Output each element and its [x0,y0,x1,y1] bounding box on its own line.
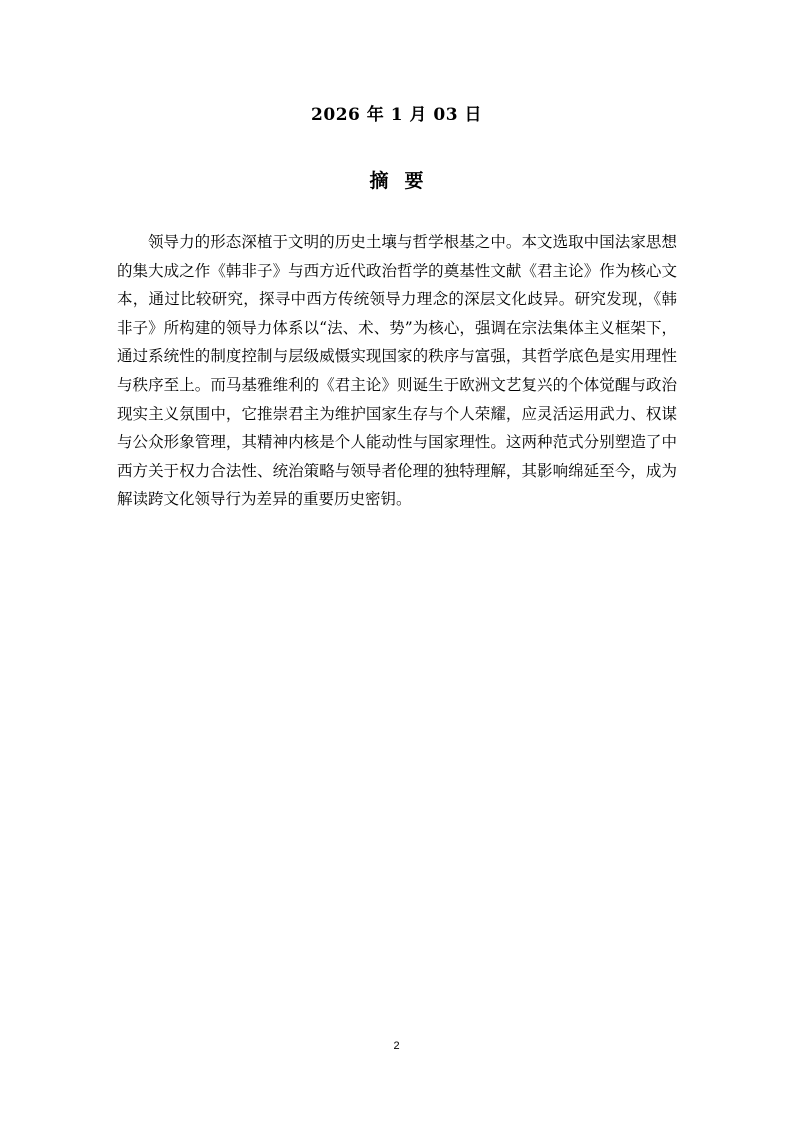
document-date: 2026 年 1 月 03 日 [311,105,482,125]
page-number: 2 [393,1040,400,1052]
abstract-paragraph: 领导力的形态深植于文明的历史土壤与哲学根基之中。本文选取中国法家思想的集大成之作《韩非子》与西方近代政治哲学的奠基性文献《君主论》作为核心文本，通过比较研究，探寻中西方传统领导力理念的深层文化歧异。研究发现，《韩非子》所构建的领导力体系以“法、术、势”为核心，强调在宗法集体主义框架下，通过系统性的制度控制与层级威慑实现国家的秩序与富强，其哲学底色是实用理性与秩序至上。而马基雅维利的《君主论》则诞生于欧洲文艺复兴的个体觉醒与政治现实主义氛围中，它推崇君主为维护国家生存与个人荣耀，应灵活运用武力、权谋与公众形象管理，其精神内核是个人能动性与国家理性。这两种范式分别塑造了中西方关于权力合法性、统治策略与领导者伦理的独特理解，其影响绵延至今，成为解读跨文化领导行为差异的重要历史密钥。 [117,233,677,509]
abstract-heading: 摘要 [369,170,440,192]
